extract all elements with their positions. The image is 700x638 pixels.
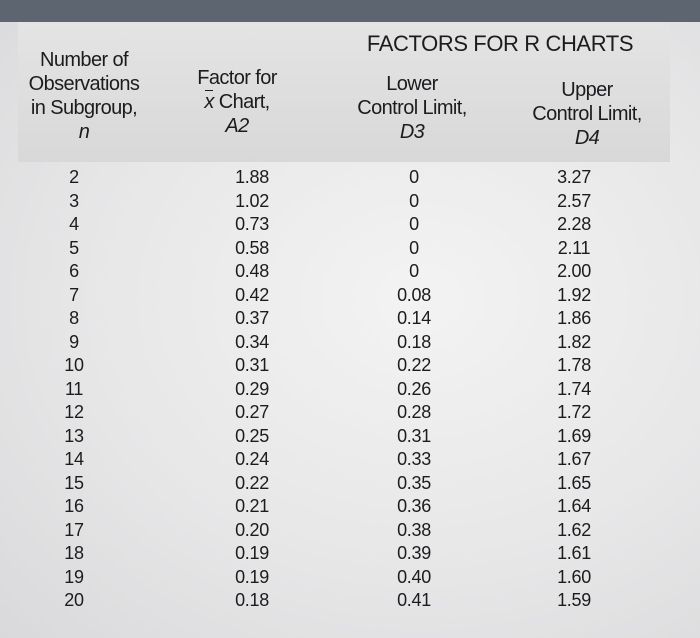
cell-a2: 0.19 bbox=[235, 543, 269, 563]
cell-n: 4 bbox=[69, 214, 79, 234]
cell-d3: 0.33 bbox=[397, 449, 431, 469]
header-a2-line2-rest: Chart, bbox=[213, 91, 270, 113]
cell-a2: 0.25 bbox=[235, 425, 269, 446]
cell-d3: 0.39 bbox=[397, 543, 431, 563]
cell-n: 12 bbox=[64, 402, 84, 422]
cell-d3: 0.40 bbox=[397, 566, 431, 587]
cell-n: 16 bbox=[64, 496, 84, 516]
x-bar-symbol: x bbox=[204, 91, 214, 113]
title-text: FACTORS FOR R CHARTS bbox=[366, 31, 634, 56]
cell-d3: 0.38 bbox=[397, 519, 431, 540]
cell-d4: 1.82 bbox=[557, 331, 591, 352]
cell-a2: 0.31 bbox=[235, 355, 269, 375]
cell-a2: 0.18 bbox=[235, 590, 269, 610]
cell-a2: 0.37 bbox=[235, 308, 269, 328]
cell-n: 6 bbox=[69, 261, 79, 281]
cell-a2: 0.24 bbox=[235, 449, 269, 469]
cell-n: 11 bbox=[64, 378, 84, 399]
cell-d3: 0 bbox=[409, 190, 419, 211]
cell-a2: 0.34 bbox=[235, 331, 269, 352]
cell-n: 2 bbox=[69, 167, 79, 187]
cell-n: 19 bbox=[64, 566, 84, 587]
header-d3-line2: Control Limit, bbox=[357, 97, 467, 119]
cell-d4: 1.69 bbox=[557, 425, 591, 446]
cell-a2: 0.20 bbox=[235, 519, 269, 540]
cell-d4: 1.86 bbox=[557, 308, 591, 328]
header-lower-control-limit bbox=[342, 72, 482, 144]
cell-d4: 1.67 bbox=[557, 449, 591, 469]
cell-d4: 1.59 bbox=[557, 590, 591, 610]
cell-d3: 0.36 bbox=[397, 496, 431, 516]
header-n-line3: in Subgroup, bbox=[30, 97, 138, 119]
cell-d3: 0.26 bbox=[397, 378, 431, 399]
header-n-symbol: n bbox=[78, 121, 90, 143]
header-a2-factor bbox=[172, 66, 302, 138]
column-n bbox=[52, 166, 96, 613]
cell-d4: 1.60 bbox=[557, 566, 591, 587]
cell-n: 7 bbox=[69, 284, 79, 305]
column-d3 bbox=[384, 166, 444, 613]
cell-n: 5 bbox=[69, 237, 79, 258]
header-d3-line1: Lower bbox=[386, 73, 438, 95]
cell-n: 17 bbox=[64, 519, 84, 540]
header-a2-symbol: A2 bbox=[225, 115, 249, 137]
cell-d3: 0.14 bbox=[397, 308, 431, 328]
header-d4-symbol: D4 bbox=[574, 127, 600, 149]
cell-d4: 1.64 bbox=[557, 496, 591, 516]
cell-n: 8 bbox=[69, 308, 79, 328]
header-n-line1: Number of bbox=[40, 49, 128, 71]
header-upper-control-limit bbox=[512, 78, 662, 150]
cell-a2: 0.27 bbox=[235, 402, 269, 422]
header-a2-line1: Factor for bbox=[197, 67, 277, 89]
cell-d3: 0.08 bbox=[397, 284, 431, 305]
cell-a2: 0.29 bbox=[235, 378, 269, 399]
header-d4-line1: Upper bbox=[561, 79, 613, 101]
cell-a2: 0.42 bbox=[235, 284, 269, 305]
cell-n: 15 bbox=[64, 472, 84, 493]
cell-n: 18 bbox=[64, 543, 84, 563]
cell-a2: 0.21 bbox=[235, 496, 269, 516]
cell-n: 10 bbox=[64, 355, 84, 375]
cell-a2: 0.22 bbox=[235, 472, 269, 493]
cell-a2: 0.48 bbox=[235, 261, 269, 281]
cell-a2: 1.88 bbox=[235, 167, 269, 187]
cell-d4: 1.92 bbox=[557, 284, 591, 305]
header-n-line2: Observations bbox=[28, 73, 140, 95]
header-a2-line2 bbox=[172, 90, 302, 114]
cell-d4: 1.65 bbox=[557, 472, 591, 493]
cell-d3: 0.31 bbox=[397, 425, 431, 446]
header-subgroup-size bbox=[20, 48, 148, 144]
cell-d3: 0 bbox=[409, 237, 419, 258]
cell-n: 9 bbox=[69, 331, 79, 352]
cell-a2: 1.02 bbox=[235, 190, 269, 211]
cell-d3: 0.18 bbox=[397, 331, 431, 352]
cell-d4: 1.61 bbox=[557, 543, 591, 563]
cell-d4: 2.57 bbox=[557, 190, 591, 211]
cell-d3: 0.22 bbox=[397, 355, 431, 375]
cell-n: 3 bbox=[69, 190, 79, 211]
cell-d3: 0 bbox=[409, 261, 419, 281]
cell-d4: 2.00 bbox=[557, 261, 591, 281]
cell-a2: 0.58 bbox=[235, 237, 269, 258]
cell-d3: 0.35 bbox=[397, 472, 431, 493]
header-d4-line2: Control Limit, bbox=[532, 103, 642, 125]
column-a2 bbox=[222, 166, 282, 613]
table-title bbox=[355, 32, 645, 56]
cell-d4: 2.11 bbox=[557, 237, 591, 258]
cell-d4: 1.78 bbox=[557, 355, 591, 375]
header-d3-symbol: D3 bbox=[399, 121, 425, 143]
cell-a2: 0.19 bbox=[235, 566, 269, 587]
cell-a2: 0.73 bbox=[235, 214, 269, 234]
cell-d4: 2.28 bbox=[557, 214, 591, 234]
cell-n: 13 bbox=[64, 425, 84, 446]
cell-d3: 0.28 bbox=[397, 402, 431, 422]
cell-d4: 3.27 bbox=[557, 167, 591, 187]
cell-d3: 0 bbox=[409, 214, 419, 234]
column-d4 bbox=[544, 166, 604, 613]
cell-d4: 1.74 bbox=[557, 378, 591, 399]
cell-d4: 1.72 bbox=[557, 402, 591, 422]
cell-n: 14 bbox=[64, 449, 84, 469]
screen-top-band bbox=[0, 0, 700, 22]
cell-d3: 0.41 bbox=[397, 590, 431, 610]
cell-n: 20 bbox=[64, 590, 84, 610]
cell-d4: 1.62 bbox=[557, 519, 591, 540]
cell-d3: 0 bbox=[409, 167, 419, 187]
